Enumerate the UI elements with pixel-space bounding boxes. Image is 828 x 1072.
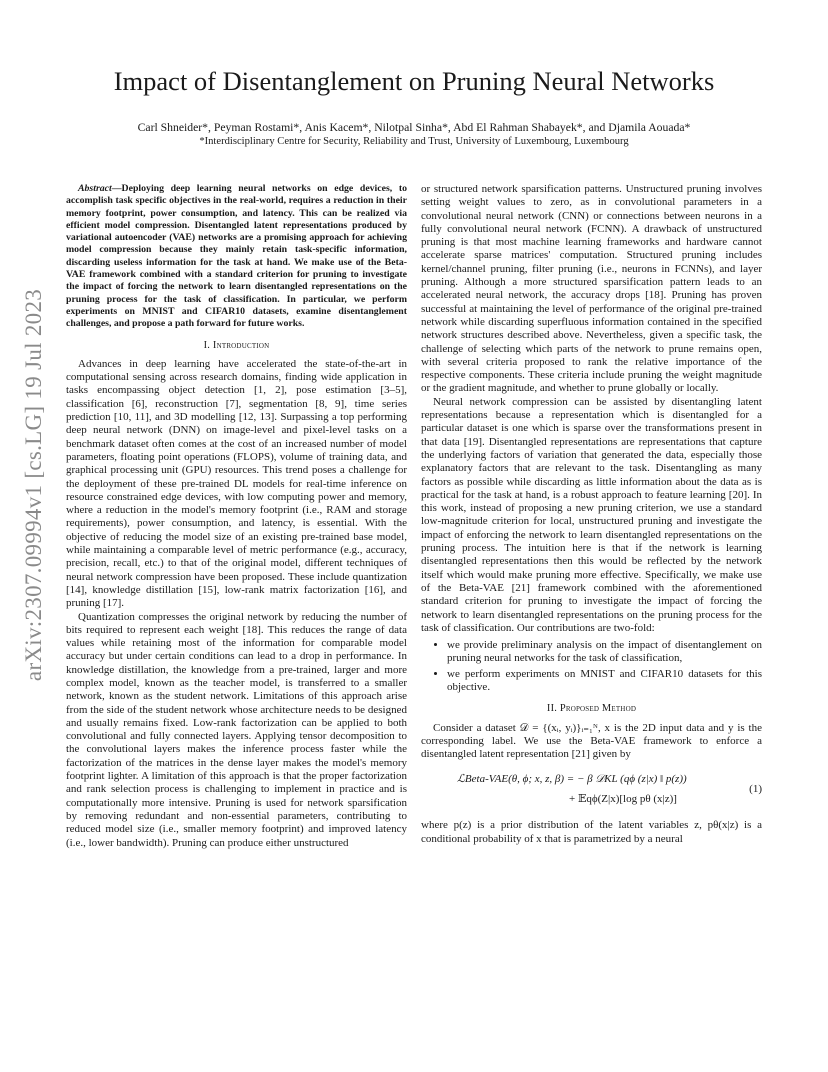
abstract-text: —Deploying deep learning neural networks on edge devices, to accomplish task specific objectives in the real-world, requires a reduction in their memory footprint, power consumption, and latency. This can be realized via efficient model compression. Disentangled latent representations produced by variational autoencoder (VAE) networks are a promising approach for achieving model compression because they mainly retain task-specific information, discarding useless information for the task at hand. We make use of the Beta-VAE framework combined with a standard criterion for pruning to investigate the impact of forcing the network to learn disentangled representations on the pruning process for the task of classification. In particular, we perform experiments on MNIST and CIFAR10 datasets, examine disentanglement challenges, and propose a path forward for future works. (66, 183, 407, 330)
abstract-label: Abstract (78, 183, 112, 194)
left-column (66, 183, 407, 850)
section-number: II. (546, 703, 558, 715)
method-paragraph-2: where p(z) is a prior distribution of the latent variables z, pθ(x|z) is a conditional probability of x that is parametrized by a neural (421, 819, 762, 845)
section-title: Introduction (212, 339, 270, 351)
contribution-list (421, 639, 762, 694)
intro-paragraph-1: Advances in deep learning have accelerated the state-of-the-art in computational sensing across research domains, finding wide application in tasks encompassing object detection [1, 2], pose estimation [3–5], classification [6], reconstruction [7], segmentation [8, 9], time series prediction [10, 11], and 3D modelling [12, 13]. Surpassing a top performing deep neural network (DNN) on image-level and pixel-level tasks on a benchmark dataset often comes at the cost of an increased number of model parameters, floating point operations (FLOPS), volume of training data, and graphical processing unit (GPU) resources. This trend poses a challenge for the deployment of these pre-trained DL models for real-time inference on resource constrained edge devices, with low computing power and memory, where a reduction in the model's memory footprint (i.e., RAM and storage requirements), power consumption, and latency, is essential. With the objective of reducing the model size of an existing pre-trained base model, while maintaining a comparable level of metric performance (e.g., accuracy, precision, recall, etc.) to that of the original model, different techniques of neural network compression have been proposed. These include quantization [14], knowledge distillation [15], low-rank matrix factorization [16], and pruning [17]. (66, 357, 407, 610)
arxiv-stamp (14, 290, 54, 680)
intro-paragraph-4: Neural network compression can be assisted by disentangling latent representations because a representation which is disentangled for a particular dataset is one which is sparse over the transformations present in that data [19]. Disentangled representations are representations that capture the underlying factors of variation that generated the data, especially those explanatory factors that are relevant to the task. Disentangling as many factors as possible while discarding as little information about the data as is practical for the task at hand, is a robust approach to feature learning [20]. In this work, instead of proposing a new pruning criterion, we use a standard low-magnitude criterion for local, unstructured pruning and investigate the impact of enforcing the network to learn disentangled representations on the pruning process. The intuition here is that if the network is learning disentangled representations then this would be reflected by the network itself which would make pruning more effective. Specifically, we make use of the Beta-VAE [21] framework combined with the aforementioned standard criterion for pruning to investigate the impact of forcing the network to learn disentangled representations on the pruning process for the task of classification. Our contributions are two-fold: (421, 395, 762, 634)
affiliation: *Interdisciplinary Centre for Security, Reliability and Trust, University of Luxembourg, Luxembourg (199, 136, 629, 147)
right-column (421, 183, 762, 846)
intro-paragraph-3: or structured network sparsification patterns. Unstructured pruning involves setting weight values to zero, as in convolutional parameters in a convolutional neural network (CNN) or connections between neurons in a fully convolutional neural network (FCNN). A drawback of unstructured pruning is that most machine learning frameworks and hardware cannot accelerate sparse matrices' computation. Structured pruning includes kernel/channel pruning, filter pruning (i.e., neurons in FCNNs), and layer pruning. Although a more structured sparsification pattern leads to an accelerated neural network, the accuracy drops [18]. Pruning has proven successful at maintaining the level of performance of the original pre-trained network while discarding superfluous information contained in the specified network structures described above. Nevertheless, given a specific task, the challenge of selecting which parts of the network to prune remains open, with several criteria proposed to rank the relative importance of the respective components. These criteria include pruning the weight magnitude or the gradient magnitude, and whether to prune globally or locally. (421, 183, 762, 395)
arxiv-stamp-text: arXiv:2307.09994v1 [cs.LG] 19 Jul 2023 (21, 288, 46, 682)
equation-number: (1) (749, 783, 762, 796)
author-list: Carl Shneider*, Peyman Rostami*, Anis Kacem*, Nilotpal Sinha*, Abd El Rahman Shabayek*, and Djamila Aouada* (137, 121, 691, 134)
method-paragraph-1: Consider a dataset 𝒟 = {(xᵢ, yᵢ)}ᵢ₌₁ᴺ, x is the 2D input data and y is the corresponding label. We use the Beta-VAE framework to enforce a disentangled latent representation [21] given by (421, 721, 762, 761)
equation-line-2: + 𝔼qϕ(Z|x)[log pθ (x|z)] (569, 793, 677, 806)
contribution-item: • we perform experiments on MNIST and CIFAR10 datasets for this objective. (447, 668, 762, 695)
section-title: Proposed Method (559, 703, 637, 715)
section-heading-introduction (66, 339, 407, 352)
abstract (66, 183, 407, 331)
contribution-item: • we provide preliminary analysis on the impact of disentanglement on pruning neural networks for the task of classification, (447, 639, 762, 666)
intro-paragraph-2: Quantization compresses the original network by reducing the number of bits required to represent each weight [18]. This reduces the range of data values while retaining most of the information for comparable model accuracy but under certain conditions can lead to a drop in performance. In knowledge distillation, the knowledge from a pre-trained, larger and more complex model, known as the teacher model, is transferred to a smaller network, known as the student network. Limitations of this approach arise from the side of the student network whose architecture needs to be designed and usually remains fixed. Low-rank factorization can be applied to both convolutional and fully connected layers. Applying tensor decomposition to the convolutional layers makes the inference process faster while the factorization of the matrices in the dense layer makes the model's memory footprint lighter. A limitation of this approach is that the proper factorization and rank selection process is challenging to implement in practice and is computationally more intensive. Pruning is used for network sparsification by removing redundant and non-essential parameters, contributing to reduced model size (i.e., smaller memory footprint) and improved latency (i.e., lower bandwidth). Pruning can produce either unstructured (66, 610, 407, 849)
section-number: I. (203, 339, 211, 351)
equation-1 (421, 771, 762, 815)
equation-line-1: ℒBeta-VAE(θ, ϕ; x, z, β) = − β 𝒟KL (qϕ (z|x) ‖ p(z)) (457, 773, 687, 786)
section-heading-method (421, 702, 762, 715)
paper-title: Impact of Disentanglement on Pruning Neural Networks (113, 66, 715, 96)
